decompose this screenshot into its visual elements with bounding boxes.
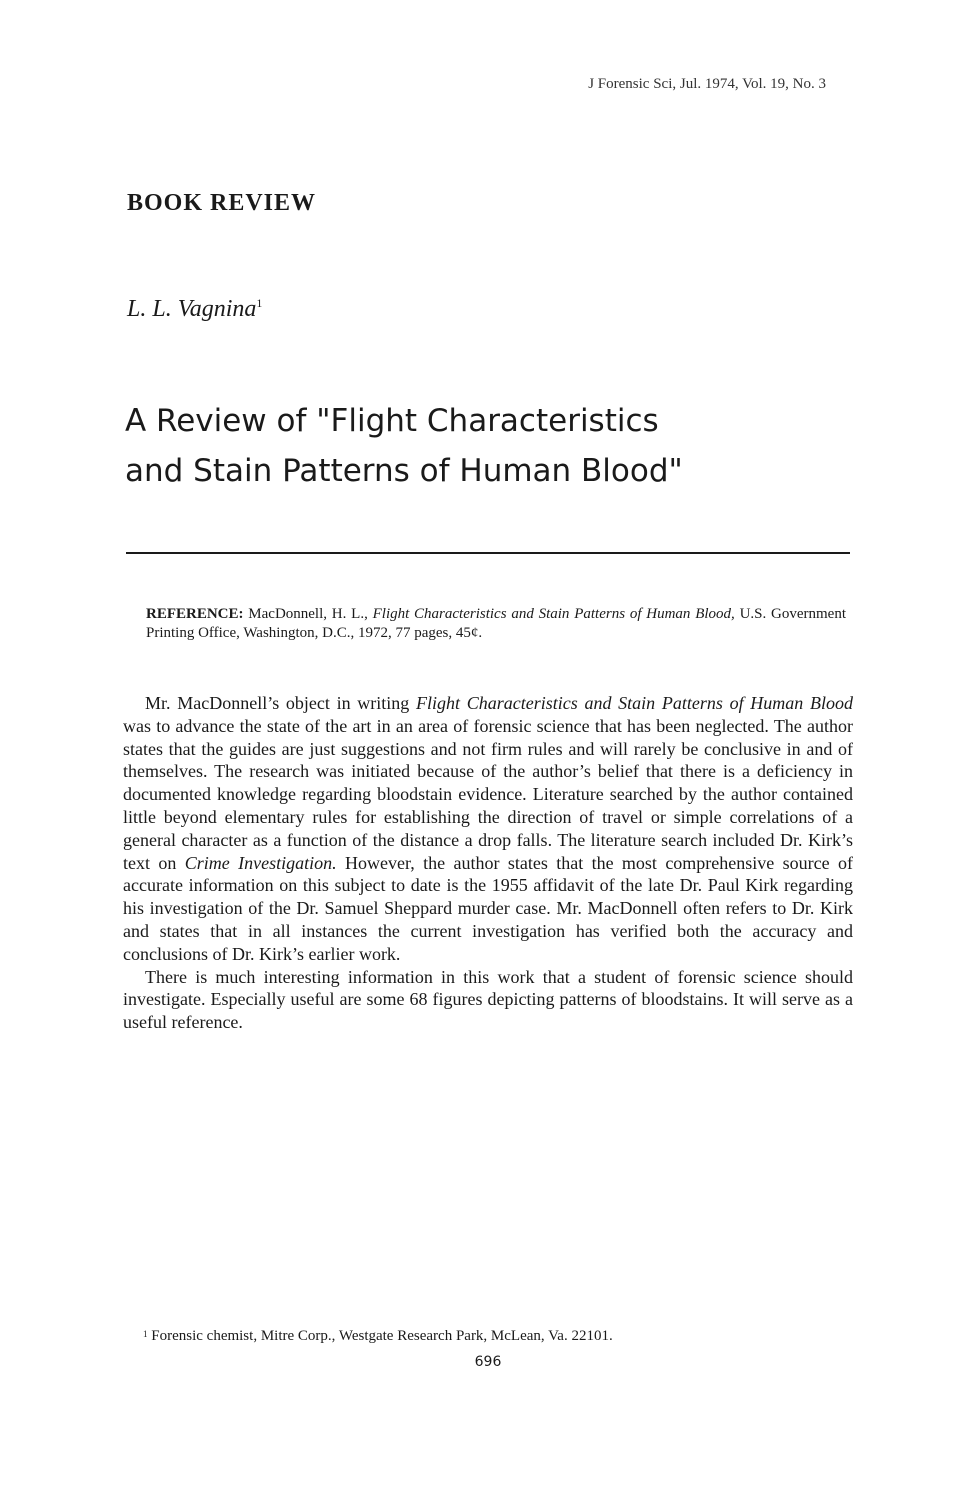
- title-line-2: and Stain Patterns of Human Blood": [125, 453, 683, 489]
- cited-title-italic: Crime Investigation.: [184, 852, 337, 873]
- reference-details: U.S. Government Printing Office, Washington, D.C., 1972, 77 pages, 45¢.: [146, 606, 847, 641]
- book-title-italic: Flight Characteristics and Stain Patterns of Human Blood: [416, 693, 853, 713]
- footnote-text: Forensic chemist, Mitre Corp., Westgate Research Park, McLean, Va. 22101.: [147, 1328, 613, 1344]
- footnote-mark: 1: [143, 1329, 148, 1339]
- title-line-1: A Review of "Flight Characteristics: [125, 403, 659, 439]
- page-number: 696: [474, 1354, 502, 1370]
- reference-book-title: Flight Characteristics and Stain Patterns of Human Blood,: [372, 606, 735, 622]
- footnote: [143, 1328, 613, 1345]
- body-paragraph-2: There is much interesting information in this work that a student of forensic science should investigate. Especially useful are some 68 figures depicting patterns of bloodstains. It will serve as a useful reference.: [123, 966, 853, 1033]
- running-head: J Forensic Sci, Jul. 1974, Vol. 19, No. 3: [588, 76, 826, 92]
- author-name: L. L. Vagnina: [127, 296, 257, 322]
- body-paragraph-1: [123, 692, 853, 966]
- title-rule: [126, 552, 850, 554]
- body-text-run: However, the author states that the most comprehensive source of accurate information on this subject to date is the 1955 affidavit of the late Dr. Paul Kirk regarding his investigation of the Dr. Samuel Sheppard murder case. Mr. MacDonnell often refers to Dr. Kirk and states that in all instances the current investigation has verified both the accuracy and conclusions of Dr. Kirk’s earlier work.: [123, 852, 853, 964]
- reference-block: [146, 605, 846, 643]
- section-label: BOOK REVIEW: [127, 190, 317, 216]
- reference-label: REFERENCE:: [146, 606, 244, 622]
- reference-author: MacDonnell, H. L.,: [243, 606, 373, 622]
- author-line: [127, 296, 262, 323]
- body-text-run: was to advance the state of the art in an area of forensic science that has been neglected. The author states that the guides are just suggestions and not firm rules and will rarely be conclusive in and of themselves. The research was initiated because of the author’s belief that there is a deficiency in documented knowledge regarding bloodstain evidence. Literature searched by the author contained little beyond elementary rules for establishing the direction of travel or simple correlations of a general character as a function of the distance a drop falls. The literature search included Dr. Kirk’s text on: [123, 715, 853, 873]
- author-footnote-mark: 1: [256, 296, 263, 310]
- article-title: [125, 396, 845, 496]
- body-text: [123, 692, 853, 1034]
- body-text-run: Mr. MacDonnell’s object in writing: [145, 693, 417, 713]
